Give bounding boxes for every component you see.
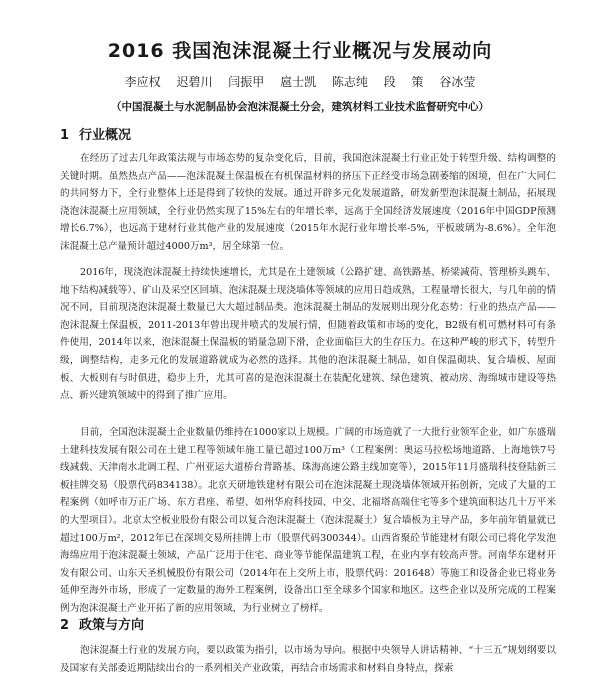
section-number: 2 (60, 618, 70, 633)
paragraph: 在经历了过去几年政策法规与市场态势的复杂变化后，目前，我国泡沫混凝土行业正处于转型升级、结构调整的关键时期。虽然热点产品——泡沫混凝土保温板在有机保温材料的挤压下正经受市场急剧萎缩的困境，但在广大同仁的共同努力下，全行业整体上还是得到了较快的发展。通过开辟多元化发展道路，研发新型泡沫混凝土制品，拓展现浇泡沫混凝土应用领域，全行业仍然实现了15%左右的年增长率，远高于全国经济发展速度（2016年中国GDP预测增长6.7%），也远高于建材行业其他产业的发展速度（2015年水泥行业年增长率-5%，平板玻璃为-8.6%）。全年泡沫混凝土总产量预计超过4000万m³，居全球第一位。 (60, 153, 556, 252)
paragraph: 泡沫混凝土行业的发展方向，要以政策为指引，以市场为导向。根据中央领导人讲话精神、“十三五”规划纲要以及国家有关部委近期陆续出台的一系列相关产业政策，再结合市场需求和材料自身特点，探索 (60, 645, 556, 674)
paragraph: 目前，全国泡沫混凝土企业数量仍维持在1000家以上规模。广阔的市场造就了一大批行业领军企业，如广东盛瑞土建科技发展有限公司在土建工程等领域年施工量已超过100万m³（工程案例：奥运马拉松场地道路、上海地铁7号线减载、天津南水北调工程、广州亚运大道桥台背路基、珠海高速公路主线加宽等），2015年11月盛瑞科技登陆新三板挂牌交易（股票代码834138）。北京天研地铁建材有限公司在泡沫混凝土现浇墙体领域开拓创新，完成了大量的工程案例（如呼市万正广场、东方君座、希望、如州华府科技园、中交、北福塔高端住宅等多个建筑面积达几十万平米的大型项目）。北京太空板业股份有限公司以复合泡沫混凝土（泡沫混凝土）复合墙板为主导产品，多年前年销量就已超过100万m²，2012年已在深圳交易所挂牌上市（股票代码300344）。山西省聚砼节能建材有限公司已将化学发泡海绵应用于泡沫混凝土领域，产品广泛用于住宅、商业等节能保温建筑工程，在业内享有较高声誉。河南华东建材开发有限公司、山东天圣机械股份有限公司（2014年在上交所上市，股票代码：201648）等施工和设备企业已将业务延伸至海外市场，形成了一定数量的海外工程案例，设备出口至全球多个国家和地区。这些企业以及所完成的工程案例为泡沫混凝土产业开拓了新的应用领域，为行业树立了榜样。 (60, 427, 556, 614)
paragraph: 2016年，现浇泡沫混凝土持续快速增长，尤其是在土建领域（公路扩建、高铁路基、桥梁减荷、管理桥头跳车、地下结构减载等）、矿山及采空区回填、泡沫混凝土现浇墙体等领域的应用日趋成熟，工程量增长很大，与几年前的情况不同，目前现浇泡沫混凝土数量已大大超过制品类。泡沫混凝土制品的发展则出现分化态势：行业的热点产品——泡沫混凝土保温板，2011-2013年曾出现井喷式的发展行情，但随着政策和市场的变化，B2级有机可燃材料可有条件使用，2014年以来，泡沫混凝土保温板的销量急剧下滑，企业面临巨大的生存压力。在这种严峻的形式下，转型升级，调整结构，走多元化的发展道路就成为必然的选择。其他的泡沫混凝土制品，如自保温砌块、复合墙板、屋面板、大板则有与时俱进，稳步上升，尤其可喜的是泡沫混凝土在装配化建筑、绿色建筑、被动房、海绵城市建设等热点、新兴建筑领域中的得到了推广应用。 (60, 267, 556, 402)
section-title: 政策与方向 (79, 618, 145, 633)
section-heading-2 (60, 614, 144, 633)
affiliation: （中国混凝土与水泥制品协会泡沫混凝土分会，建筑材料工业技术监督研究中心） (111, 101, 489, 113)
section-heading-1 (60, 124, 131, 143)
section-title: 行业概况 (79, 128, 132, 143)
author-list: 李应权 迟碧川 闫振甲 扈士凯 陈志纯 段 策 谷冰莹 (124, 75, 476, 89)
section-number: 1 (60, 128, 70, 143)
paper-title: 2016 我国泡沫混凝土行业概况与发展动向 (107, 40, 493, 62)
